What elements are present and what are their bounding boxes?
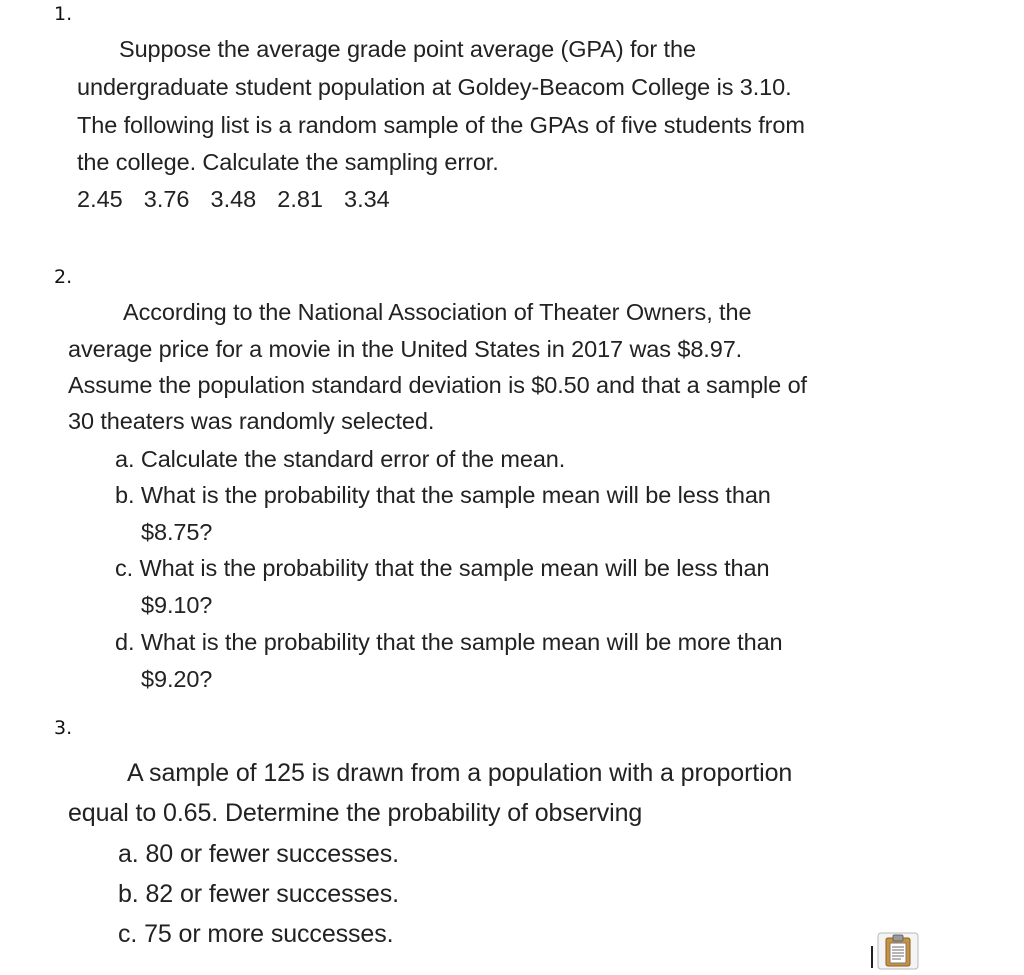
problem-3-part-b: b. 82 or fewer successes. — [118, 880, 399, 908]
problem-2-line-2: average price for a movie in the United States in 2017 was $8.97. — [68, 336, 743, 362]
sample-value: 3.34 — [344, 186, 390, 212]
problem-2-part-a: a. Calculate the standard error of the mean. — [115, 446, 566, 472]
problem-2-part-c: c. What is the probability that the sample mean will be less than — [115, 555, 770, 581]
problem-2-line-4: 30 theaters was randomly selected. — [68, 408, 435, 434]
sample-value: 2.45 — [77, 186, 123, 212]
text-cursor — [871, 946, 873, 968]
sample-value: 2.81 — [277, 186, 323, 212]
problem-3-part-c: c. 75 or more successes. — [118, 920, 394, 948]
problem-1-line-3: The following list is a random sample of the GPAs of five students from — [77, 112, 805, 138]
problem-2-part-d-cont: $9.20? — [141, 666, 213, 692]
problem-2-line-1: According to the National Association of Theater Owners, the — [123, 299, 752, 325]
problem-1-sample-values — [77, 186, 411, 213]
clipboard-paste-icon[interactable] — [877, 932, 919, 970]
problem-3-number: 3. — [54, 717, 73, 739]
problem-3-line-1: A sample of 125 is drawn from a population with a proportion — [127, 759, 793, 787]
problem-2-part-c-cont: $9.10? — [141, 592, 213, 618]
problem-2-part-b-cont: $8.75? — [141, 519, 213, 545]
sample-value: 3.48 — [210, 186, 257, 212]
sample-value: 3.76 — [143, 186, 190, 212]
problem-2-line-3: Assume the population standard deviation is $0.50 and that a sample of — [68, 372, 807, 398]
problem-1-line-2: undergraduate student population at Goldey-Beacom College is 3.10. — [77, 74, 792, 100]
problem-3-part-a: a. 80 or fewer successes. — [118, 840, 399, 868]
problem-2-part-d: d. What is the probability that the sample mean will be more than — [115, 629, 783, 655]
problem-2-number: 2. — [54, 266, 73, 288]
problem-1-number: 1. — [54, 3, 73, 25]
problem-1-line-1: Suppose the average grade point average (GPA) for the — [119, 36, 696, 62]
problem-2-part-b: b. What is the probability that the sample mean will be less than — [115, 482, 771, 508]
problem-3-line-2: equal to 0.65. Determine the probability of observing — [68, 799, 643, 827]
problem-1-line-4: the college. Calculate the sampling error. — [77, 149, 499, 175]
